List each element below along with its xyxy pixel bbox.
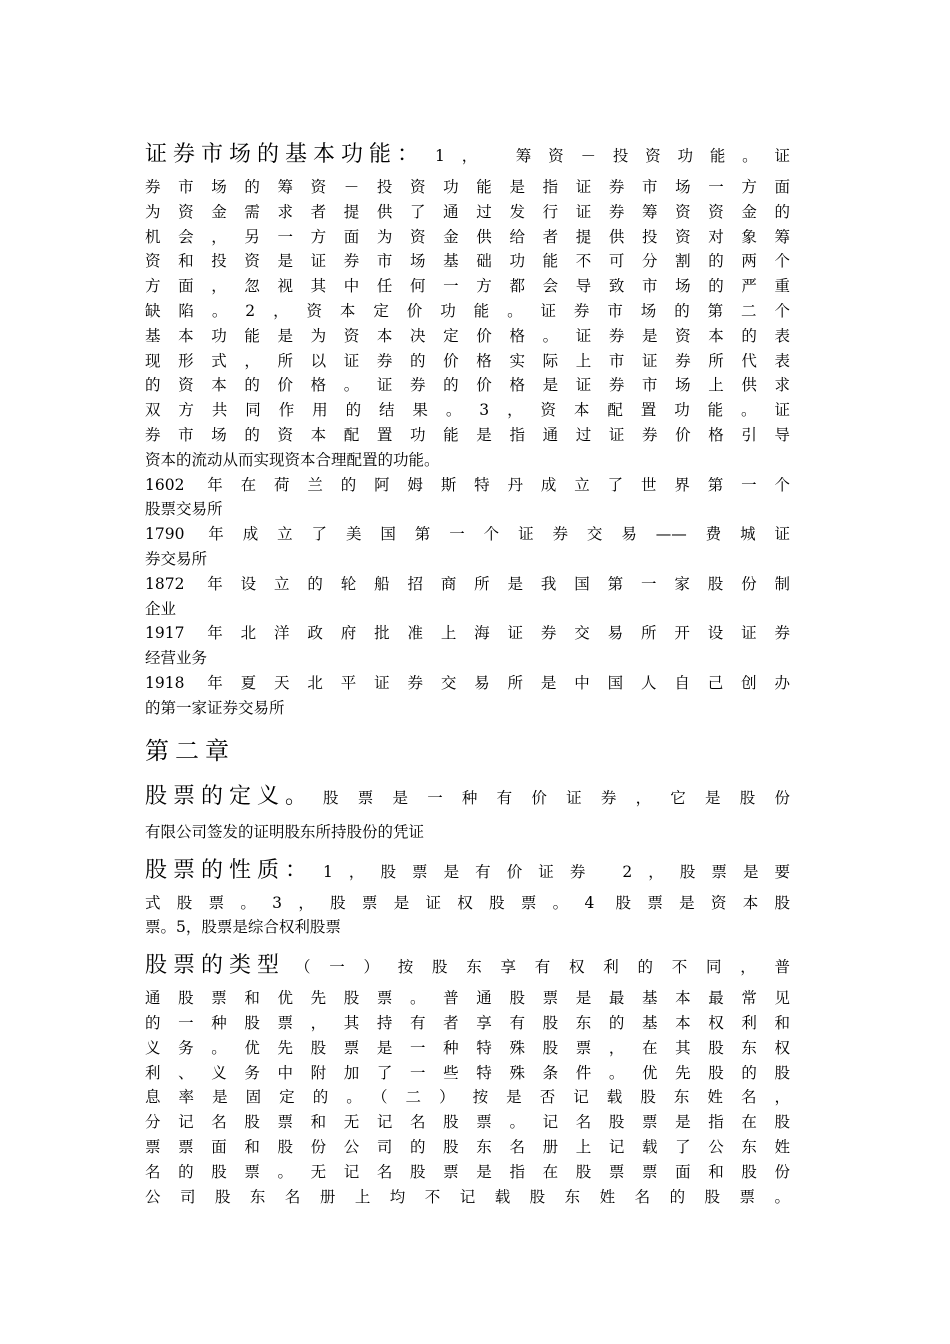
types-line1-rest: （一）按股东享有权利的不同，普: [295, 958, 790, 977]
body-line: 票。5，股票是综合权利股票: [145, 918, 341, 937]
body-line: 现形式，所以证券的价格实际上市证券所代表: [145, 351, 790, 370]
section1-heading: 证券市场的基本功能：: [145, 142, 426, 167]
document-page: [145, 135, 790, 1209]
definition-line1-rest: 股票是一种有价证券，它是股份: [323, 788, 790, 807]
body-line: 通股票和优先股票。普通股票是最基本最常见: [145, 989, 790, 1008]
history-line: 的第一家证券交易所: [145, 698, 285, 717]
body-line: 票票面和股份公司的股东名册上记载了公东姓: [145, 1137, 790, 1156]
body-line: 公司股东名册上均不记载股东姓名的股票。: [145, 1187, 790, 1206]
body-line: 的资本的价格。证券的价格是证券市场上供求: [145, 376, 790, 395]
history-line: 券交易所: [145, 549, 208, 568]
body-line: 机会，另一方面为资金供给者提供投资对象筹: [145, 227, 790, 246]
body-line: 息率是固定的。（二）按是否记载股东姓名，: [145, 1088, 790, 1107]
body-line: 分记名股票和无记名股票。记名股票是指在股: [145, 1113, 790, 1132]
body-line: 义务。优先股票是一种特殊股票，在其股东权: [145, 1038, 790, 1057]
history-line: 企业: [145, 599, 177, 618]
definition-first-line: [145, 777, 790, 817]
body-line: 券市场的资本配置功能是指通过证券价格引导: [145, 425, 790, 444]
definition-heading: 股票的定义。: [145, 783, 314, 809]
types-first-line: [145, 946, 790, 986]
section1-first-line: [145, 135, 790, 175]
body-line: 基本功能是为资本决定价格。证券是资本的表: [145, 326, 790, 345]
nature-heading: 股票的性质：: [145, 857, 314, 883]
body-line: 名的股票。无记名股票是指在股票票面和股份: [145, 1162, 790, 1181]
history-line: 1918 年夏天北平证券交易所是中国人自己创办: [145, 673, 790, 692]
body-line: 有限公司签发的证明股东所持股份的凭证: [145, 822, 425, 841]
nature-first-line: [145, 851, 790, 891]
history-line: 1872 年设立的轮船招商所是我国第一家股份制: [145, 574, 790, 593]
history-line: 经营业务: [145, 649, 208, 668]
body-line: 资和投资是证券市场基础功能不可分割的两个: [145, 252, 790, 271]
history-line: 1602 年在荷兰的阿姆斯特丹成立了世界第一个: [145, 475, 790, 494]
chapter-title: 第二章: [145, 736, 235, 765]
body-line: 资本的流动从而实现资本合理配置的功能。: [145, 450, 440, 469]
body-line: 的一种股票，其持有者享有股东的基本权利和: [145, 1013, 790, 1032]
section1-line1-rest: 1， 筹资－投资功能。证: [435, 147, 790, 165]
body-line: 双方共同作用的结果。3，资本配置功能。证: [145, 401, 790, 420]
body-line: 为资金需求者提供了通过发行证券筹资资金的: [145, 202, 790, 221]
body-line: 式股票。3，股票是证权股票。4 股票是资本股: [145, 893, 790, 912]
history-line: 1790 年成立了美国第一个证券交易——费城证: [145, 525, 790, 544]
body-line: 缺陷。2，资本定价功能。证券市场的第二个: [145, 301, 790, 320]
history-line: 1917 年北洋政府批准上海证券交易所开设证券: [145, 624, 790, 643]
body-line: 方面，忽视其中任何一方都会导致市场的严重: [145, 277, 790, 296]
history-line: 股票交易所: [145, 500, 223, 519]
nature-line1-rest: 1，股票是有价证券 2，股票是要: [323, 862, 790, 881]
body-line: 券市场的筹资－投资功能是指证券市场一方面: [145, 178, 790, 196]
body-line: 利、义务中附加了一些特殊条件。优先股的股: [145, 1063, 790, 1082]
types-heading: 股票的类型: [145, 953, 286, 979]
